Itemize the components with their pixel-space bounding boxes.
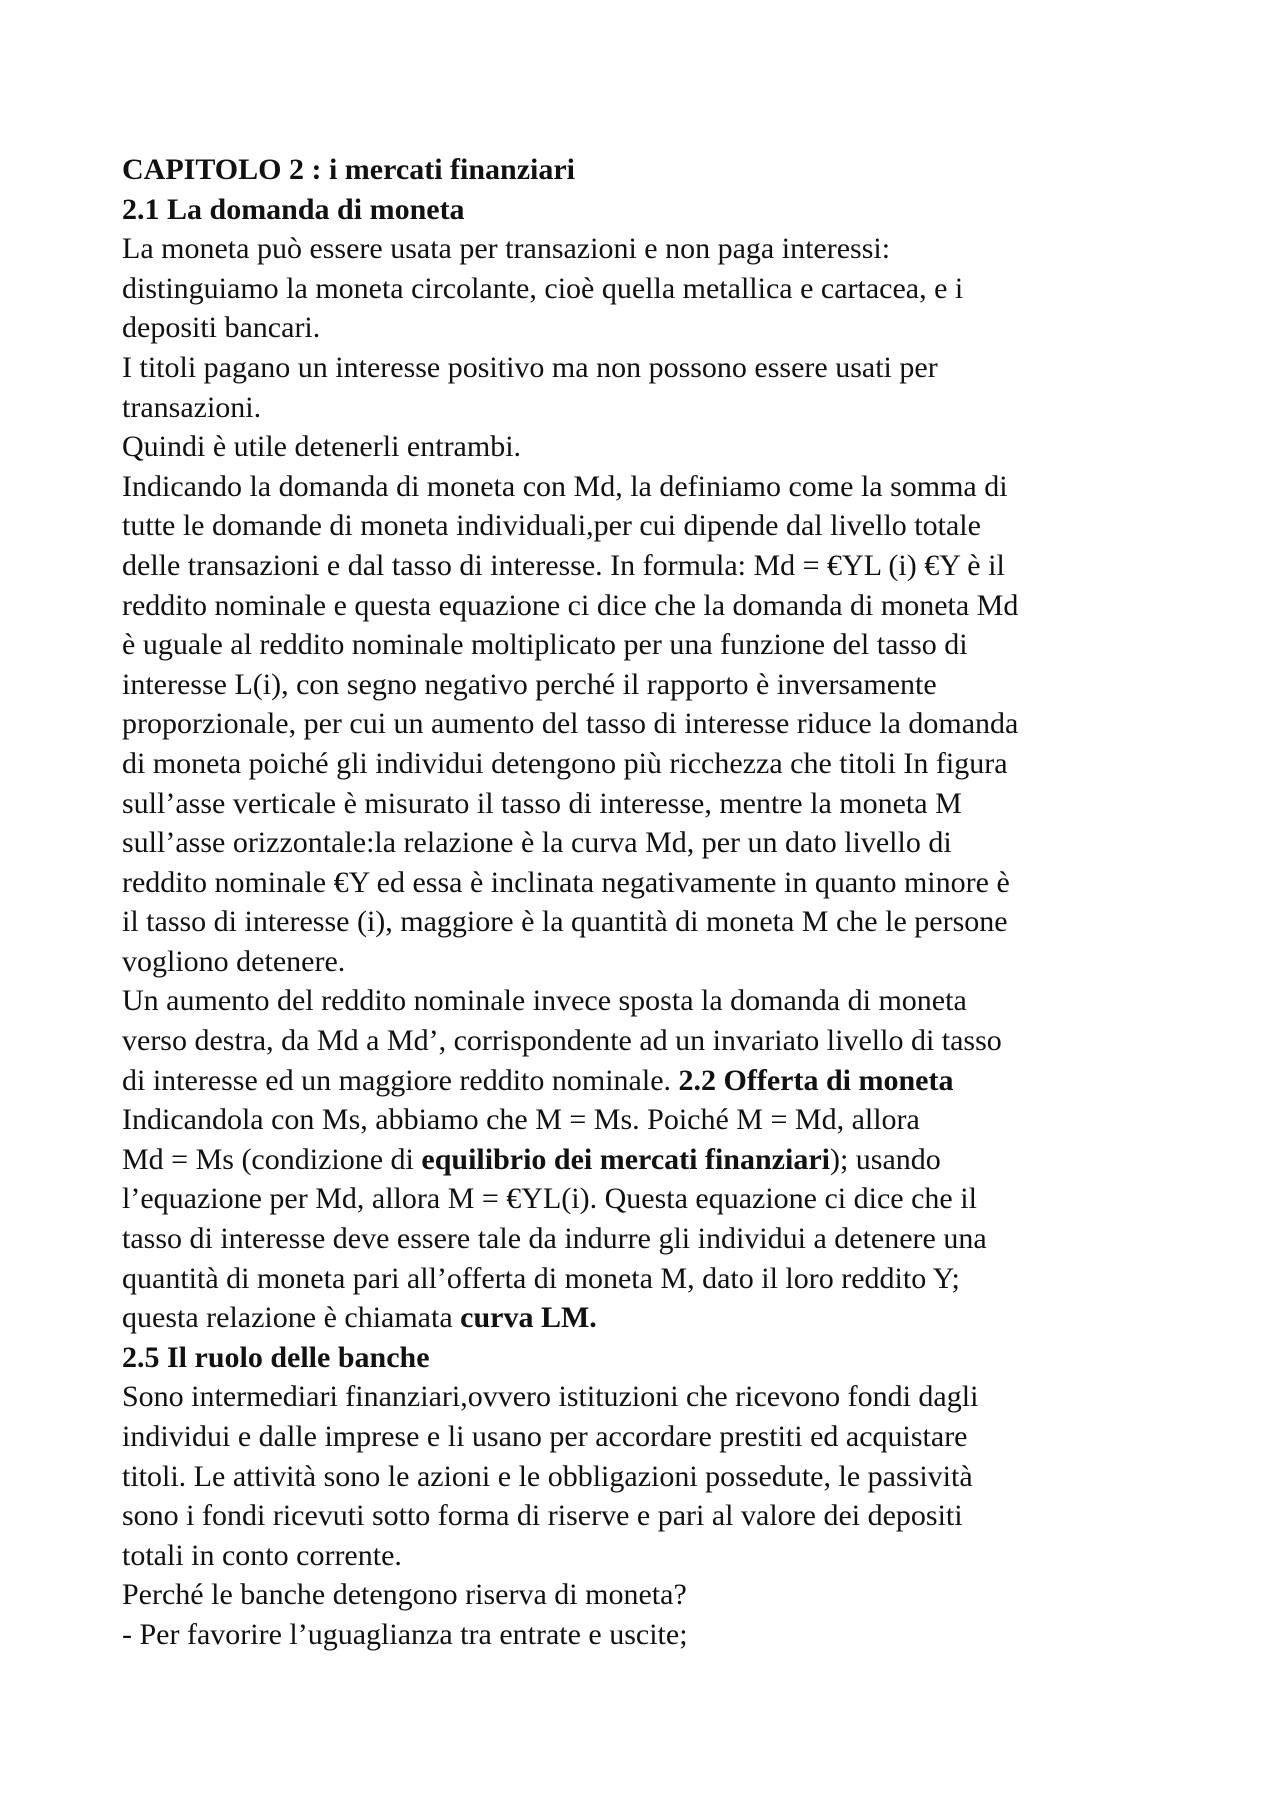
paragraph-line: Un aumento del reddito nominale invece sposta la domanda di moneta: [122, 984, 967, 1018]
paragraph-line: il tasso di interesse (i), maggiore è la quantità di moneta M che le persone: [122, 905, 1008, 939]
paragraph-line: tutte le domande di moneta individuali,per cui dipende dal livello totale: [122, 509, 981, 543]
paragraph-line: Quindi è utile detenerli entrambi.: [122, 430, 522, 464]
paragraph-line: distinguiamo la moneta circolante, cioè quella metallica e cartacea, e i: [122, 271, 964, 305]
paragraph-line: titoli. Le attività sono le azioni e le obbligazioni possedute, le passività: [122, 1459, 973, 1493]
paragraph-line: Perché le banche detengono riserva di moneta?: [122, 1578, 687, 1612]
lm-curve-term: curva LM.: [460, 1301, 597, 1335]
paragraph-line: proporzionale, per cui un aumento del tasso di interesse riduce la domanda: [122, 707, 1019, 741]
paragraph-line: sull’asse orizzontale:la relazione è la curva Md, per un dato livello di: [122, 826, 952, 860]
paragraph-line: individui e dalle imprese e li usano per accordare prestiti ed acquistare: [122, 1420, 968, 1453]
paragraph-line: sull’asse verticale è misurato il tasso di interesse, mentre la moneta M: [122, 786, 962, 820]
list-item: - Per favorire l’uguaglianza tra entrate e uscite;: [122, 1617, 688, 1651]
paragraph-line: totali in conto corrente.: [122, 1538, 402, 1572]
paragraph-line: Sono intermediari finanziari,ovvero istituzioni che ricevono fondi dagli: [122, 1380, 979, 1414]
equilibrium-term: equilibrio dei mercati finanziari: [421, 1142, 830, 1176]
paragraph-line: è uguale al reddito nominale moltiplicato per una funzione del tasso di: [122, 628, 968, 662]
paragraph-line: quantità di moneta pari all’offerta di moneta M, dato il loro reddito Y;: [122, 1261, 960, 1295]
section-2-2-heading: 2.2 Offerta di moneta: [678, 1063, 954, 1097]
paragraph-line: interesse L(i), con segno negativo perché il rapporto è inversamente: [122, 667, 937, 701]
paragraph-line: verso destra, da Md a Md’, corrispondente ad un invariato livello di tasso: [122, 1024, 1002, 1058]
paragraph-line: di moneta poiché gli individui detengono più ricchezza che titoli In figura: [122, 746, 1008, 780]
paragraph-line: vogliono detenere.: [122, 944, 346, 978]
section-2-5-heading: 2.5 Il ruolo delle banche: [122, 1340, 430, 1374]
paragraph-line: I titoli pagano un interesse positivo ma non possono essere usati per: [122, 350, 938, 384]
document-page: [122, 150, 1182, 1655]
paragraph-line: tasso di interesse deve essere tale da indurre gli individui a detenere una: [122, 1222, 987, 1256]
chapter-title: CAPITOLO 2 : i mercati finanziari: [122, 153, 576, 186]
paragraph-text: di interesse ed un maggiore reddito nominale.: [122, 1063, 679, 1097]
paragraph-line: transazioni.: [122, 390, 262, 424]
section-2-1-heading: 2.1 La domanda di moneta: [122, 192, 465, 226]
paragraph-line: questa relazione è chiamata curva LM.: [122, 1301, 597, 1335]
paragraph-line-with-heading: [122, 1061, 1182, 1101]
paragraph-line: Indicando la domanda di moneta con Md, la definiamo come la somma di: [122, 469, 1008, 503]
paragraph-line: depositi bancari.: [122, 311, 321, 345]
paragraph-line: delle transazioni e dal tasso di interesse. In formula: Md = €YL (i) €Y è il: [122, 548, 1005, 582]
paragraph-line: La moneta può essere usata per transazioni e non paga interessi:: [122, 232, 891, 266]
paragraph-line: Md = Ms (condizione di equilibrio dei mercati finanziari); usando: [122, 1142, 941, 1176]
paragraph-line: reddito nominale e questa equazione ci dice che la domanda di moneta Md: [122, 588, 1019, 622]
paragraph-line: Indicandola con Ms, abbiamo che M = Ms. Poiché M = Md, allora: [122, 1103, 920, 1137]
paragraph-line: l’equazione per Md, allora M = €YL(i). Questa equazione ci dice che il: [122, 1182, 977, 1216]
paragraph-line: reddito nominale €Y ed essa è inclinata negativamente in quanto minore è: [122, 865, 1010, 899]
paragraph-line: sono i fondi ricevuti sotto forma di riserve e pari al valore dei depositi: [122, 1499, 963, 1533]
